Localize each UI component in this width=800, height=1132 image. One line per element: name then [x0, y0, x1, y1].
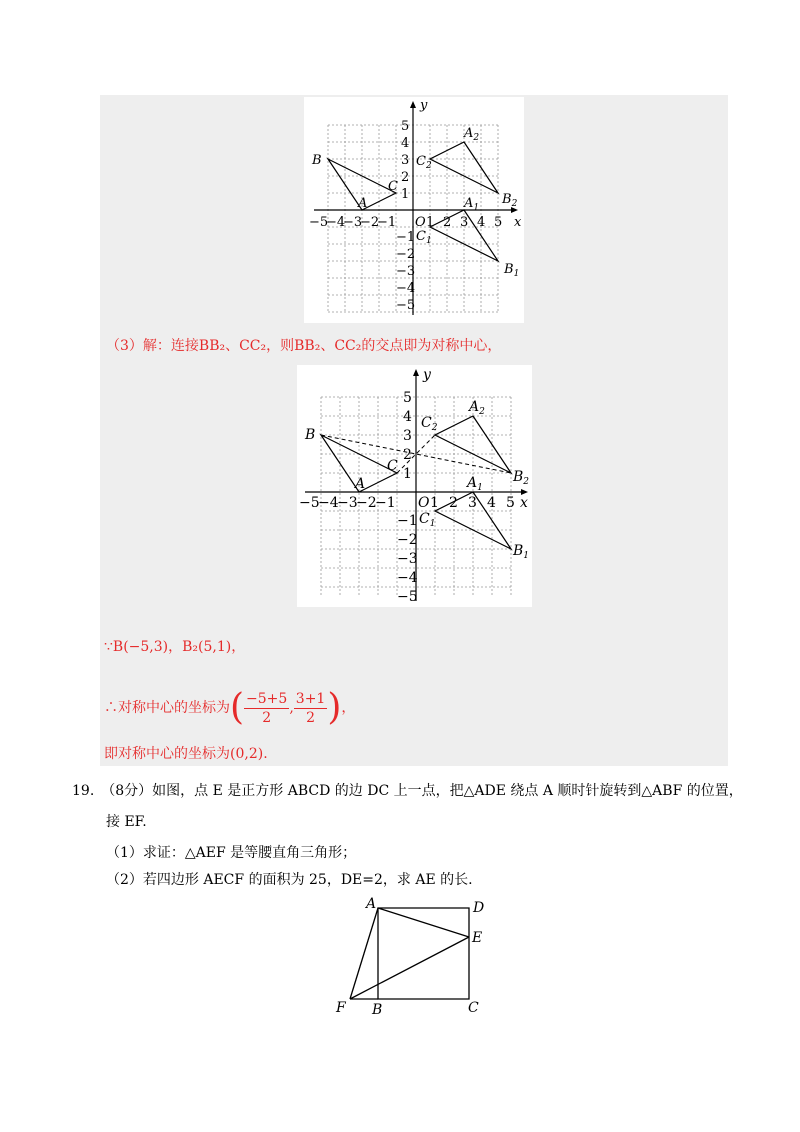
- x-axis-label: x: [520, 495, 528, 511]
- point-d-label: D: [473, 900, 485, 916]
- y-arrow: [413, 369, 419, 376]
- y-axis-label: y: [423, 367, 431, 383]
- point-a-label: A: [358, 196, 368, 211]
- point-c1-label: $C_1$: [416, 229, 432, 246]
- point-e-label: E: [472, 930, 483, 946]
- x-tick-labels: [309, 215, 502, 230]
- question-19-part1: （1）求证：△AEF 是等腰直角三角形；: [106, 845, 357, 861]
- square-figure: [330, 894, 500, 1022]
- svg-text:3: 3: [403, 428, 412, 444]
- point-a-label: A: [366, 896, 377, 912]
- svg-text:−1: −1: [375, 495, 396, 511]
- svg-text:−1: −1: [396, 230, 416, 245]
- question-19-line2: 接 EF.: [106, 814, 147, 830]
- svg-text:5: 5: [401, 119, 410, 134]
- segment-af: [350, 908, 378, 999]
- point-f-label: F: [336, 1000, 346, 1016]
- y-arrow: [410, 101, 416, 108]
- svg-text:−2: −2: [356, 495, 377, 511]
- y-tick-labels: [396, 119, 415, 313]
- therefore-text: ∴对称中心的坐标为( $\frac{-5+5}{2}$ , $\frac{3+1}{2}$ )，: [104, 687, 356, 728]
- svg-text:−5: −5: [396, 298, 416, 313]
- question-19-part2: （2）若四边形 AECF 的面积为 25，DE=2，求 AE 的长.: [106, 872, 473, 888]
- svg-text:−2: −2: [397, 532, 418, 548]
- svg-text:−2: −2: [360, 215, 380, 230]
- svg-text:−4: −4: [326, 215, 346, 230]
- svg-text:2: 2: [449, 495, 458, 511]
- y-tick-labels: [397, 390, 418, 605]
- svg-text:4: 4: [401, 136, 410, 151]
- origin-label: O: [415, 215, 426, 230]
- point-b-label: B: [312, 153, 322, 168]
- svg-text:1: 1: [403, 466, 412, 482]
- because-text: ∵B(−5,3)，B₂(5,1)，: [104, 639, 246, 655]
- svg-text:1: 1: [430, 495, 439, 511]
- svg-text:−3: −3: [337, 495, 358, 511]
- svg-text:4: 4: [487, 495, 496, 511]
- step3-text: （3）解：连接BB₂、CC₂，则BB₂、CC₂的交点即为对称中心，: [106, 338, 502, 354]
- svg-text:−4: −4: [396, 281, 416, 296]
- point-c-label: C: [387, 458, 398, 474]
- point-a2-label: $A_2$: [469, 399, 485, 417]
- point-c2-label: $C_2$: [416, 154, 432, 171]
- svg-text:3: 3: [460, 215, 469, 230]
- point-c1-label: $C_1$: [419, 511, 436, 529]
- svg-text:5: 5: [506, 495, 515, 511]
- point-b2-label: $B_2$: [513, 469, 530, 487]
- point-a1-label: $A_1$: [464, 196, 480, 213]
- svg-text:3: 3: [401, 153, 410, 168]
- point-a1-label: $A_1$: [467, 475, 483, 493]
- square-abcd: [378, 908, 469, 999]
- segment-ae: [378, 908, 469, 937]
- svg-text:−2: −2: [396, 247, 416, 262]
- svg-text:−3: −3: [343, 215, 363, 230]
- point-b-label: B: [305, 427, 316, 443]
- x-tick-labels: [299, 495, 515, 511]
- point-b-label: B: [372, 1002, 383, 1018]
- svg-text:2: 2: [403, 447, 412, 463]
- right-paren: ): [327, 687, 342, 728]
- svg-text:5: 5: [494, 215, 503, 230]
- svg-text:4: 4: [477, 215, 486, 230]
- svg-text:5: 5: [403, 390, 412, 406]
- svg-text:−5: −5: [397, 589, 418, 605]
- coordinate-figure-1: [304, 97, 524, 323]
- svg-text:3: 3: [468, 495, 477, 511]
- left-paren: (: [230, 687, 245, 728]
- svg-text:−5: −5: [309, 215, 329, 230]
- conclusion-text: 即对称中心的坐标为(0,2).: [104, 746, 268, 762]
- svg-text:−3: −3: [397, 551, 418, 567]
- point-b1-label: $B_1$: [504, 262, 520, 279]
- y-axis-label: y: [420, 98, 428, 113]
- svg-text:−4: −4: [397, 570, 418, 586]
- point-b2-label: $B_2$: [502, 192, 518, 209]
- svg-text:−5: −5: [299, 495, 320, 511]
- therefore-prefix: ∴对称中心的坐标为: [104, 700, 230, 716]
- point-c-label: C: [388, 179, 398, 194]
- triangle-a2b2c2: [435, 416, 511, 473]
- svg-text:−3: −3: [396, 264, 416, 279]
- question-19-line1: 19. （8分）如图，点 E 是正方形 ABCD 的边 DC 上一点，把△ADE 绕点 A 顺时针旋转到△ABF 的位置，: [72, 783, 743, 799]
- svg-text:−1: −1: [377, 215, 397, 230]
- svg-text:−4: −4: [318, 495, 339, 511]
- svg-text:2: 2: [401, 170, 410, 185]
- svg-text:1: 1: [426, 215, 435, 230]
- coordinate-figure-2: [297, 365, 532, 607]
- segment-fe: [350, 937, 469, 999]
- point-b1-label: $B_1$: [513, 543, 530, 561]
- origin-label: O: [418, 495, 430, 511]
- fraction-x: $\frac{-5+5}{2}$: [246, 690, 288, 726]
- svg-text:2: 2: [443, 215, 452, 230]
- therefore-suffix: ，: [341, 700, 356, 716]
- point-c-label: C: [468, 1000, 479, 1016]
- point-c2-label: $C_2$: [421, 415, 438, 433]
- point-a2-label: $A_2$: [464, 126, 480, 143]
- svg-text:4: 4: [403, 409, 412, 425]
- svg-text:1: 1: [401, 187, 410, 202]
- x-axis-label: x: [514, 215, 522, 230]
- point-a-label: A: [355, 476, 366, 492]
- svg-text:−1: −1: [397, 513, 418, 529]
- fraction-y: $\frac{3+1}{2}$: [295, 690, 326, 726]
